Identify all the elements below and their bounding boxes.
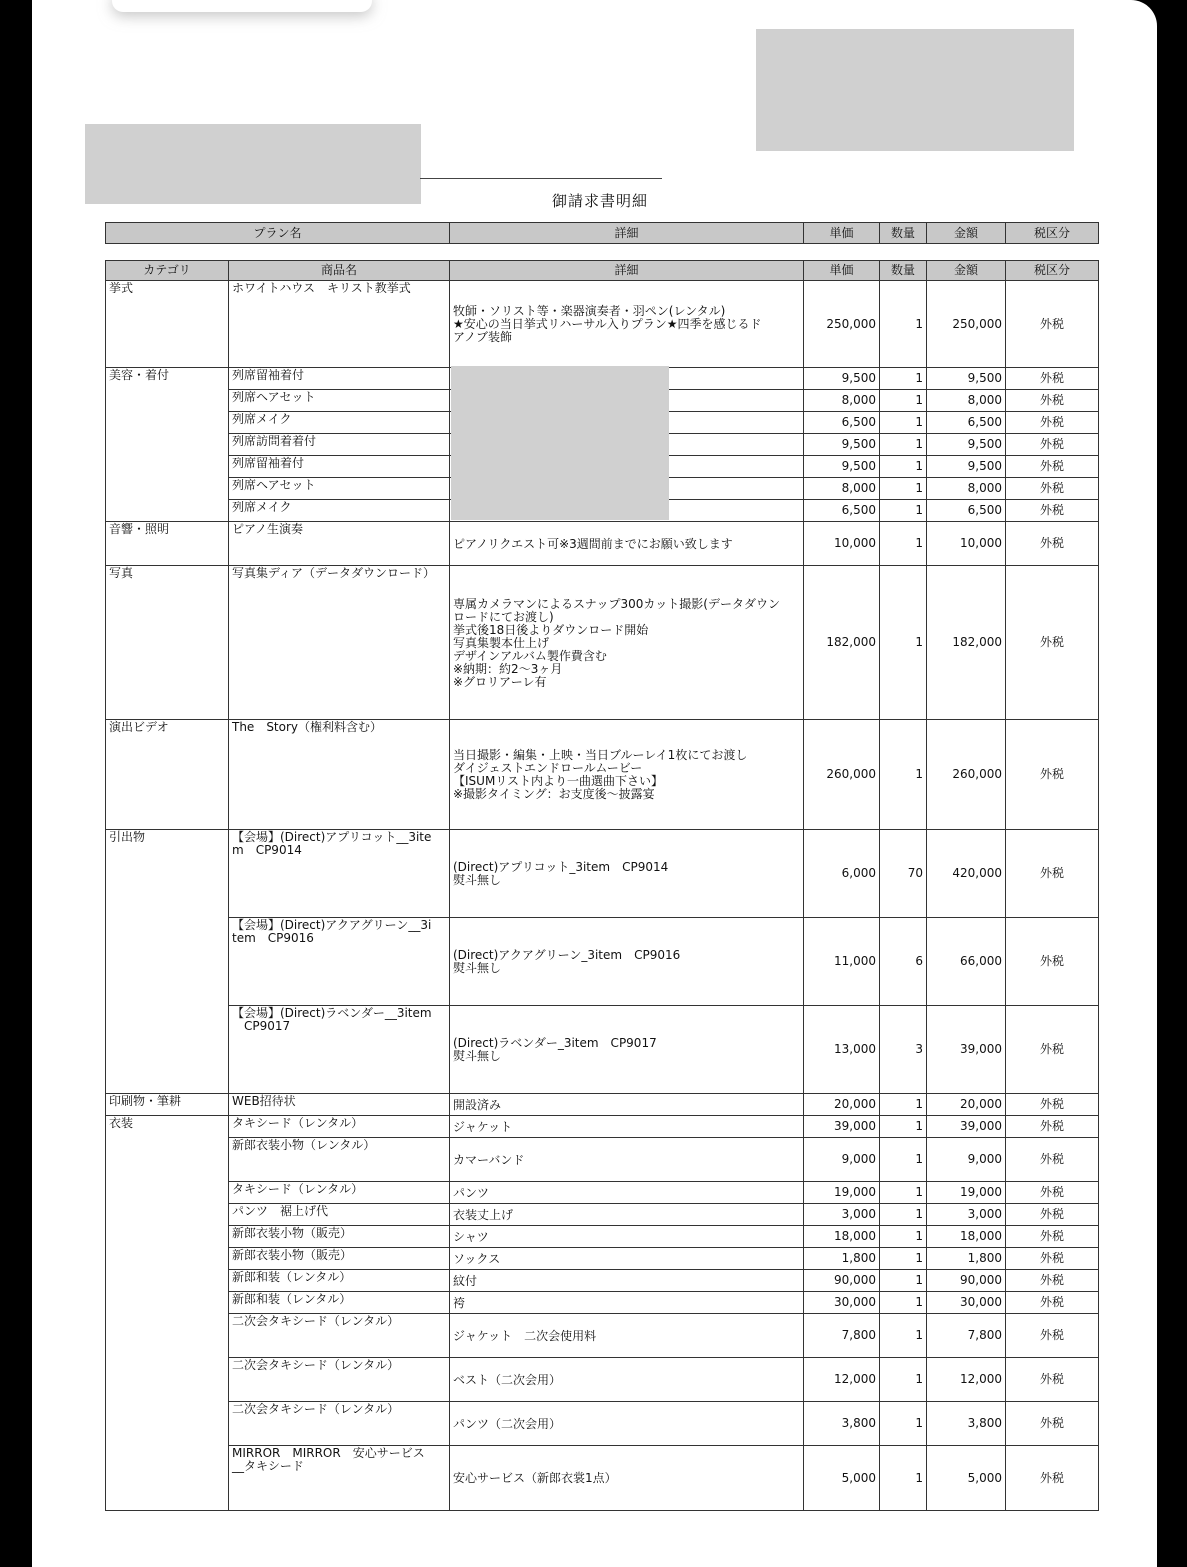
table-row — [106, 1314, 1099, 1358]
amount-cell: 260,000 — [927, 720, 1006, 830]
detail-cell: カマーバンド — [450, 1138, 804, 1182]
unit-price-cell: 20,000 — [804, 1094, 880, 1116]
tax-class-cell: 外税 — [1006, 522, 1099, 566]
amount-cell: 20,000 — [927, 1094, 1006, 1116]
unit-price-cell: 12,000 — [804, 1358, 880, 1402]
unit-price-cell: 13,000 — [804, 1006, 880, 1094]
quantity-cell: 1 — [880, 434, 927, 456]
unit-price-cell: 9,500 — [804, 434, 880, 456]
amount-cell: 5,000 — [927, 1446, 1006, 1511]
unit-price-cell: 250,000 — [804, 281, 880, 368]
product-name-cell: パンツ 裾上げ代 — [229, 1204, 450, 1226]
quantity-cell: 1 — [880, 281, 927, 368]
product-name-cell: 列席留袖着付 — [229, 368, 450, 390]
quantity-cell: 1 — [880, 478, 927, 500]
unit-price-cell: 7,800 — [804, 1314, 880, 1358]
table-row — [106, 1204, 1099, 1226]
tax-class-cell: 外税 — [1006, 368, 1099, 390]
quantity-cell: 1 — [880, 1182, 927, 1204]
unit-price-header: 単価 — [804, 261, 880, 281]
product-name-cell: タキシード（レンタル） — [229, 1182, 450, 1204]
product-name-cell: 二次会タキシード（レンタル） — [229, 1314, 450, 1358]
detail-cell: 開設済み — [450, 1094, 804, 1116]
quantity-cell: 1 — [880, 390, 927, 412]
unit-price-cell: 90,000 — [804, 1270, 880, 1292]
product-name-cell: ピアノ生演奏 — [229, 522, 450, 566]
product-name-header: 商品名 — [229, 261, 450, 281]
amount-cell: 250,000 — [927, 281, 1006, 368]
category-cell — [106, 1204, 229, 1226]
table-row — [106, 522, 1099, 566]
amount-header: 金額 — [927, 261, 1006, 281]
detail-cell: 専属カメラマンによるスナップ300カット撮影(データダウン ロードにてお渡し) 挙式後18日後よりダウンロード開始 写真集製本仕上げ デザインアルバム製作費含む ※納期：約2～3ヶ月 ※グロリアーレ有 — [450, 566, 804, 720]
detail-header: 詳細 — [450, 261, 804, 281]
top-glow — [112, 0, 372, 12]
quantity-cell: 1 — [880, 1226, 927, 1248]
category-cell: 音響・照明 — [106, 522, 229, 566]
table-row — [106, 566, 1099, 720]
detail-cell: (Direct)ラベンダー_3item CP9017 熨斗無し — [450, 1006, 804, 1094]
category-cell: 衣装 — [106, 1116, 229, 1138]
unit-price-cell: 6,500 — [804, 412, 880, 434]
amount-cell: 3,000 — [927, 1204, 1006, 1226]
amount-cell: 19,000 — [927, 1182, 1006, 1204]
unit-price-cell: 18,000 — [804, 1226, 880, 1248]
amount-cell: 39,000 — [927, 1006, 1006, 1094]
amount-cell: 30,000 — [927, 1292, 1006, 1314]
category-cell: 美容・着付 — [106, 368, 229, 390]
tax-class-cell: 外税 — [1006, 434, 1099, 456]
category-cell — [106, 1248, 229, 1270]
amount-cell: 90,000 — [927, 1270, 1006, 1292]
detail-cell: ジャケット — [450, 1116, 804, 1138]
category-cell — [106, 1138, 229, 1182]
amount-cell: 39,000 — [927, 1116, 1006, 1138]
table-row — [106, 1138, 1099, 1182]
category-cell — [106, 1402, 229, 1446]
tax-class-cell: 外税 — [1006, 1094, 1099, 1116]
tax-class-cell: 外税 — [1006, 1402, 1099, 1446]
detail-cell: ピアノリクエスト可※3週間前までにお願い致します — [450, 522, 804, 566]
category-cell — [106, 500, 229, 522]
items-header-row — [106, 261, 1099, 281]
amount-cell: 10,000 — [927, 522, 1006, 566]
detail-cell: パンツ（二次会用） — [450, 1402, 804, 1446]
table-row — [106, 1116, 1099, 1138]
product-name-cell: 【会場】(Direct)アプリコット__3ite m CP9014 — [229, 830, 450, 918]
quantity-cell: 1 — [880, 1402, 927, 1446]
quantity-cell: 1 — [880, 456, 927, 478]
product-name-cell: 列席メイク — [229, 412, 450, 434]
category-cell: 引出物 — [106, 830, 229, 918]
redacted-detail-block — [451, 366, 669, 520]
category-cell — [106, 1270, 229, 1292]
unit-price-cell: 9,000 — [804, 1138, 880, 1182]
tax-class-cell: 外税 — [1006, 1446, 1099, 1511]
unit-price-cell: 19,000 — [804, 1182, 880, 1204]
category-cell: 演出ビデオ — [106, 720, 229, 830]
unit-price-cell: 260,000 — [804, 720, 880, 830]
product-name-cell: 新郎衣装小物（販売） — [229, 1226, 450, 1248]
category-cell — [106, 1226, 229, 1248]
category-cell — [106, 1292, 229, 1314]
quantity-cell: 1 — [880, 1138, 927, 1182]
quantity-header: 数量 — [880, 261, 927, 281]
category-cell — [106, 390, 229, 412]
table-row — [106, 1358, 1099, 1402]
quantity-cell: 1 — [880, 1270, 927, 1292]
product-name-cell: 新郎和装（レンタル） — [229, 1270, 450, 1292]
tax-class-cell: 外税 — [1006, 1292, 1099, 1314]
amount-cell: 12,000 — [927, 1358, 1006, 1402]
quantity-cell: 6 — [880, 918, 927, 1006]
unit-price-cell: 10,000 — [804, 522, 880, 566]
detail-cell: 安心サービス（新郎衣裳1点） — [450, 1446, 804, 1511]
amount-cell: 66,000 — [927, 918, 1006, 1006]
product-name-cell: 新郎衣装小物（販売） — [229, 1248, 450, 1270]
quantity-cell: 1 — [880, 412, 927, 434]
table-row — [106, 281, 1099, 368]
amount-cell: 420,000 — [927, 830, 1006, 918]
category-cell — [106, 434, 229, 456]
amount-cell: 9,500 — [927, 368, 1006, 390]
quantity-cell: 1 — [880, 1204, 927, 1226]
category-cell — [106, 1006, 229, 1094]
quantity-cell: 1 — [880, 1116, 927, 1138]
table-row — [106, 1402, 1099, 1446]
detail-cell: 牧師・ソリスト等・楽器演奏者・羽ペン(レンタル) ★安心の当日挙式リハーサル入りプラン★四季を感じるド アノブ装飾 — [450, 281, 804, 368]
tax-class-cell: 外税 — [1006, 456, 1099, 478]
table-row — [106, 830, 1099, 918]
amount-cell: 6,500 — [927, 412, 1006, 434]
product-name-cell: 二次会タキシード（レンタル） — [229, 1358, 450, 1402]
product-name-cell: 列席留袖着付 — [229, 456, 450, 478]
quantity-cell: 1 — [880, 368, 927, 390]
plan-price-header: 単価 — [804, 223, 880, 244]
unit-price-cell: 3,000 — [804, 1204, 880, 1226]
unit-price-cell: 5,000 — [804, 1446, 880, 1511]
tax-class-cell: 外税 — [1006, 1006, 1099, 1094]
unit-price-cell: 11,000 — [804, 918, 880, 1006]
detail-cell: 紋付 — [450, 1270, 804, 1292]
quantity-cell: 1 — [880, 522, 927, 566]
quantity-cell: 1 — [880, 1314, 927, 1358]
plan-table — [105, 222, 1099, 244]
amount-cell: 7,800 — [927, 1314, 1006, 1358]
redacted-block-left — [85, 124, 421, 204]
tax-class-cell: 外税 — [1006, 1138, 1099, 1182]
category-cell — [106, 412, 229, 434]
product-name-cell: 列席ヘアセット — [229, 478, 450, 500]
table-row — [106, 1292, 1099, 1314]
tax-class-cell: 外税 — [1006, 1226, 1099, 1248]
unit-price-cell: 182,000 — [804, 566, 880, 720]
quantity-cell: 1 — [880, 720, 927, 830]
category-cell — [106, 918, 229, 1006]
product-name-cell: 【会場】(Direct)ラベンダー__3item CP9017 — [229, 1006, 450, 1094]
amount-cell: 8,000 — [927, 390, 1006, 412]
unit-price-cell: 9,500 — [804, 456, 880, 478]
amount-cell: 6,500 — [927, 500, 1006, 522]
detail-cell: (Direct)アクアグリーン_3item CP9016 熨斗無し — [450, 918, 804, 1006]
redacted-block-top-right — [756, 29, 1074, 151]
detail-cell: 当日撮影・編集・上映・当日ブルーレイ1枚にてお渡し ダイジェストエンドロールムービー 【ISUMリスト内より一曲選曲下さい】 ※撮影タイミング：お支度後～披露宴 — [450, 720, 804, 830]
detail-cell: パンツ — [450, 1182, 804, 1204]
tax-class-cell: 外税 — [1006, 1182, 1099, 1204]
product-name-cell: 列席ヘアセット — [229, 390, 450, 412]
unit-price-cell: 30,000 — [804, 1292, 880, 1314]
quantity-cell: 1 — [880, 1094, 927, 1116]
amount-cell: 1,800 — [927, 1248, 1006, 1270]
tax-class-cell: 外税 — [1006, 1248, 1099, 1270]
title-underline — [420, 178, 662, 179]
detail-cell: ジャケット 二次会使用料 — [450, 1314, 804, 1358]
category-cell — [106, 1182, 229, 1204]
amount-cell: 9,500 — [927, 456, 1006, 478]
product-name-cell: 【会場】(Direct)アクアグリーン__3i tem CP9016 — [229, 918, 450, 1006]
unit-price-cell: 8,000 — [804, 390, 880, 412]
quantity-cell: 70 — [880, 830, 927, 918]
table-row — [106, 1270, 1099, 1292]
product-name-cell: 新郎衣装小物（レンタル） — [229, 1138, 450, 1182]
tax-class-cell: 外税 — [1006, 281, 1099, 368]
tax-class-cell: 外税 — [1006, 1314, 1099, 1358]
product-name-cell: タキシード（レンタル） — [229, 1116, 450, 1138]
amount-cell: 8,000 — [927, 478, 1006, 500]
plan-tax-header: 税区分 — [1006, 223, 1099, 244]
detail-cell: ベスト（二次会用） — [450, 1358, 804, 1402]
product-name-cell: WEB招待状 — [229, 1094, 450, 1116]
table-row — [106, 1006, 1099, 1094]
table-row — [106, 1226, 1099, 1248]
unit-price-cell: 9,500 — [804, 368, 880, 390]
tax-class-cell: 外税 — [1006, 918, 1099, 1006]
quantity-cell: 1 — [880, 1248, 927, 1270]
amount-cell: 9,500 — [927, 434, 1006, 456]
table-row — [106, 918, 1099, 1006]
quantity-cell: 1 — [880, 1358, 927, 1402]
plan-header-row — [106, 223, 1099, 244]
tax-class-cell: 外税 — [1006, 412, 1099, 434]
table-row — [106, 1182, 1099, 1204]
category-header: カテゴリ — [106, 261, 229, 281]
amount-cell: 9,000 — [927, 1138, 1006, 1182]
amount-cell: 182,000 — [927, 566, 1006, 720]
tax-class-cell: 外税 — [1006, 1204, 1099, 1226]
unit-price-cell: 6,000 — [804, 830, 880, 918]
tax-class-cell: 外税 — [1006, 1358, 1099, 1402]
quantity-cell: 1 — [880, 500, 927, 522]
product-name-cell: 新郎和装（レンタル） — [229, 1292, 450, 1314]
amount-cell: 3,800 — [927, 1402, 1006, 1446]
quantity-cell: 3 — [880, 1006, 927, 1094]
product-name-cell: 列席訪問着着付 — [229, 434, 450, 456]
quantity-cell: 1 — [880, 1292, 927, 1314]
document-title: 御請求書明細 — [551, 192, 648, 210]
plan-name-header: プラン名 — [106, 223, 450, 244]
detail-cell: ソックス — [450, 1248, 804, 1270]
unit-price-cell: 39,000 — [804, 1116, 880, 1138]
product-name-cell: 写真集ディア（データダウンロード） — [229, 566, 450, 720]
product-name-cell: 列席メイク — [229, 500, 450, 522]
category-cell: 写真 — [106, 566, 229, 720]
table-row — [106, 720, 1099, 830]
quantity-cell: 1 — [880, 566, 927, 720]
unit-price-cell: 3,800 — [804, 1402, 880, 1446]
plan-qty-header: 数量 — [880, 223, 927, 244]
unit-price-cell: 1,800 — [804, 1248, 880, 1270]
detail-cell: (Direct)アプリコット_3item CP9014 熨斗無し — [450, 830, 804, 918]
product-name-cell: 二次会タキシード（レンタル） — [229, 1402, 450, 1446]
table-row — [106, 1446, 1099, 1511]
table-row — [106, 1248, 1099, 1270]
tax-class-header: 税区分 — [1006, 261, 1099, 281]
table-row — [106, 1094, 1099, 1116]
category-cell — [106, 1446, 229, 1511]
detail-cell: 衣装丈上げ — [450, 1204, 804, 1226]
category-cell: 印刷物・筆耕 — [106, 1094, 229, 1116]
tax-class-cell: 外税 — [1006, 1116, 1099, 1138]
product-name-cell: MIRROR MIRROR 安心サービス __タキシード — [229, 1446, 450, 1511]
quantity-cell: 1 — [880, 1446, 927, 1511]
category-cell — [106, 478, 229, 500]
tax-class-cell: 外税 — [1006, 566, 1099, 720]
detail-cell: シャツ — [450, 1226, 804, 1248]
tax-class-cell: 外税 — [1006, 830, 1099, 918]
product-name-cell: The Story（権利料含む） — [229, 720, 450, 830]
detail-cell: 袴 — [450, 1292, 804, 1314]
amount-cell: 18,000 — [927, 1226, 1006, 1248]
plan-amount-header: 金額 — [927, 223, 1006, 244]
unit-price-cell: 6,500 — [804, 500, 880, 522]
category-cell: 挙式 — [106, 281, 229, 368]
category-cell — [106, 456, 229, 478]
tax-class-cell: 外税 — [1006, 1270, 1099, 1292]
tax-class-cell: 外税 — [1006, 390, 1099, 412]
category-cell — [106, 1358, 229, 1402]
category-cell — [106, 1314, 229, 1358]
tax-class-cell: 外税 — [1006, 720, 1099, 830]
tax-class-cell: 外税 — [1006, 500, 1099, 522]
unit-price-cell: 8,000 — [804, 478, 880, 500]
plan-detail-header: 詳細 — [450, 223, 804, 244]
tax-class-cell: 外税 — [1006, 478, 1099, 500]
product-name-cell: ホワイトハウス キリスト教挙式 — [229, 281, 450, 368]
